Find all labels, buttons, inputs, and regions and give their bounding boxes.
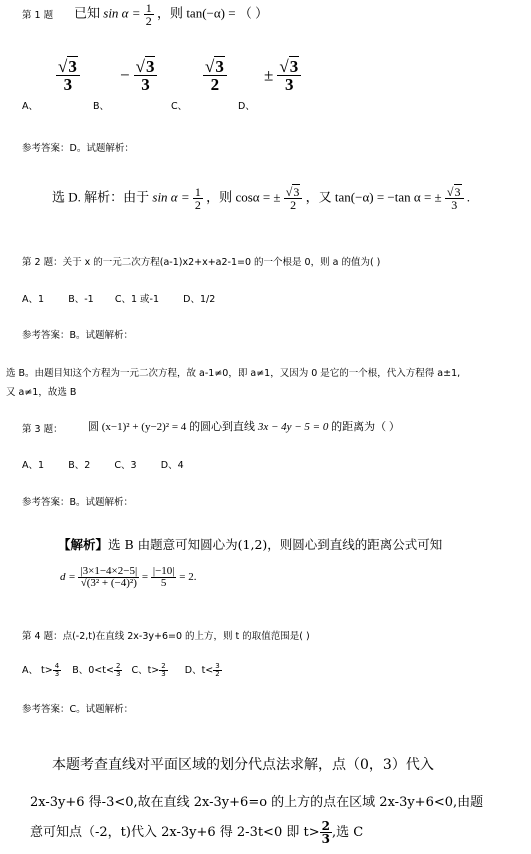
q1-number: 第 1 题 (22, 10, 54, 21)
q1-stem (74, 2, 268, 27)
q4-stem: 第 4 题：点(-2,t)在直线 2x-3y+6=0 的上方，则 t 的取值范围是( ) (22, 631, 310, 642)
q2-options[interactable]: A、1 B、-1 C、1 或-1 D、1/2 (22, 294, 216, 305)
q2-solution-line2: 又 a≠1，故选 B (6, 387, 77, 398)
q4-solution-line3: 意可知点（-2，t)代入 2x-3y+6 得 2-3t<0 即 t> $\frac{2}{3}$ ,选 C (30, 819, 364, 846)
q1-solution: 选 D. 解析：由于 sin α = $\frac{1}{2}$ ，则 cosα = ± $\frac{√3}{2}$ ，又 tan(−α) = −tan α = ± $\frac{√3}{3}$ . (52, 185, 471, 212)
q2-answer: 参考答案：B。试题解析： (22, 330, 134, 341)
q1-option-d-label: D、 (238, 101, 255, 112)
q3-formula: d = $\frac{|3\times 1-4\times 2-5|}{\text{√(3² + (−4)²)}}$ = $\frac{|-10|}{5}$ = 2. (60, 565, 197, 589)
q4-answer: 参考答案：C。试题解析： (22, 704, 134, 715)
q3-number: 第 3 题： (22, 424, 63, 435)
q1-answer: 参考答案：D。试题解析： (22, 143, 134, 154)
q1-option-a-label: A、 (22, 101, 38, 112)
q4-solution-line2: 2x-3y+6 得-3<0,故在直线 2x-3y+6=o 的上方的点在区域 2x-3y+6<0,由题 (30, 795, 484, 810)
q4-solution-line1: 本题考查直线对平面区域的划分代点法求解，点（0，3）代入 (52, 757, 434, 773)
q1-option-c-label: C、 (171, 101, 188, 112)
q3-answer: 参考答案：B。试题解析： (22, 497, 134, 508)
q1-option-b-label: B、 (93, 101, 110, 112)
q3-stem: 圆 (x−1)² + (y−2)² = 4 的圆心到直线 3x − 4y − 5 = 0 的距离为（ ） (88, 421, 400, 433)
q1-option-c[interactable]: $\frac{√3}{2}$ (203, 58, 227, 93)
q1-option-d[interactable]: ± $\frac{√3}{3}$ (264, 58, 301, 93)
q3-solution: 【解析】选 B 由题意可知圆心为(1,2)，则圆心到直线的距离公式可知 (58, 537, 443, 552)
q1-option-a[interactable]: $\frac{√3}{3}$ (56, 58, 80, 93)
q2-stem: 第 2 题：关于 x 的一元二次方程(a-1)x2+x+a2-1=0 的一个根是 0，则 a 的值为( ) (22, 257, 381, 268)
q1-stem-sin: sin α = (103, 5, 141, 21)
q3-options[interactable]: A、1 B、2 C、3 D、4 (22, 460, 184, 471)
q1-stem-paren: （ ） (238, 5, 269, 21)
q4-options[interactable]: A、 t> $\frac{4}{3}$ B、0<t< $\frac{2}{3}$ C、t> $\frac{2}{3}$ D、t< $\frac{3}{2}$ (22, 662, 220, 678)
q1-option-b[interactable]: − $\frac{√3}{3}$ (120, 58, 157, 93)
q1-stem-then: ，则 (157, 5, 184, 21)
q2-solution-line1: 选 B。由题目知这个方程为一元二次方程，故 a-1≠0，即 a≠1，又因为 0 是它的一个根，代入方程得 a±1, (6, 368, 461, 379)
q1-stem-fraction: $\frac{1}{2}$ (145, 1, 152, 28)
q1-stem-pre: 已知 (74, 5, 101, 21)
q1-stem-tan: tan(−α) = (186, 5, 236, 21)
